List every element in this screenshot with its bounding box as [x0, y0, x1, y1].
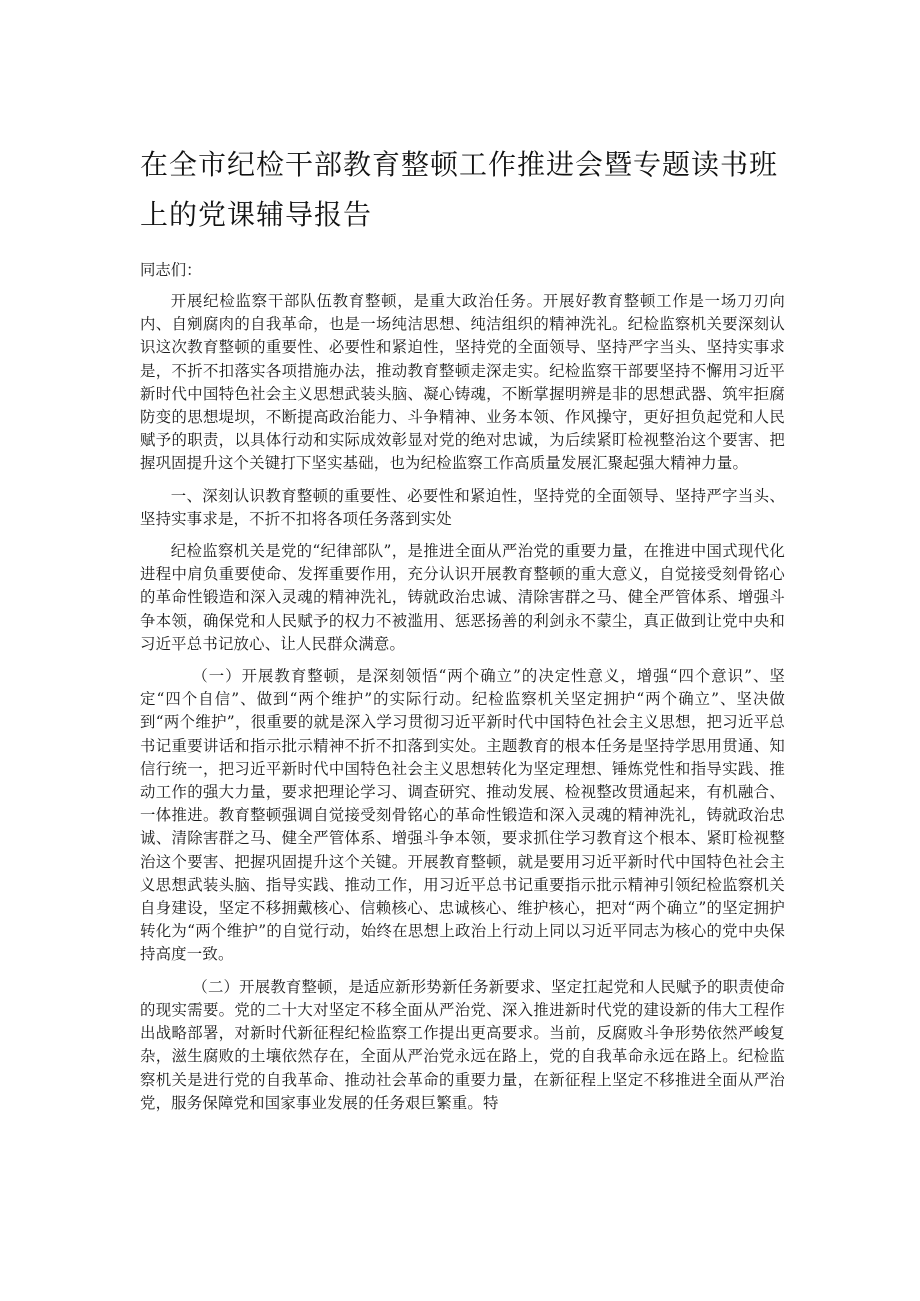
document-page	[140, 140, 785, 1124]
salutation: 同志们：	[140, 261, 202, 279]
subsection-one-paragraph: （一）开展教育整顿，是深刻领悟“两个确立”的决定性意义，增强“四个意识”、坚定“四个自信”、做到“两个维护”的实际行动。纪检监察机关坚定拥护“两个确立”、坚决做到“两个维护”，很重要的就是深入学习贯彻习近平新时代中国特色社会主义思想，把习近平总书记重要讲话和指示批示精神不折不扣落到实处。主题教育的根本任务是坚持学思用贯通、知信行统一，把习近平新时代中国特色社会主义思想转化为坚定理想、锤炼党性和指导实践、推动工作的强大力量，要求把理论学习、调查研究、推动发展、检视整改贯通起来，有机融合、一体推进。教育整顿强调自觉接受刻骨铭心的革命性锻造和深入灵魂的精神洗礼，铸就政治忠诚、清除害群之马、健全严管体系、增强斗争本领，要求抓住学习教育这个根本、紧盯检视整治这个要害、把握巩固提升这个关键。开展教育整顿，就是要用习近平新时代中国特色社会主义思想武装头脑、指导实践、推动工作，用习近平总书记重要指示批示精神引领纪检监察机关自身建设，坚定不移拥戴核心、信赖核心、忠诚核心、维护核心，把对“两个确立”的坚定拥护转化为“两个维护”的自觉行动，始终在思想上政治上行动上同以习近平同志为核心的党中央保持高度一致。	[140, 667, 785, 964]
title-line-1: 在全市纪检干部教育整顿工作推进会暨专题读书班	[140, 148, 779, 181]
section-one-body: 纪检监察机关是党的“纪律部队”，是推进全面从严治党的重要力量，在推进中国式现代化进程中肩负重要使命、发挥重要作用，充分认识开展教育整顿的重大意义，自觉接受刻骨铭心的革命性锻造和深入灵魂的精神洗礼，铸就政治忠诚、清除害群之马、健全严管体系、增强斗争本领，确保党和人民赋予的权力不被滥用、惩恶扬善的利剑永不蒙尘，真正做到让党中央和习近平总书记放心、让人民群众满意。	[140, 542, 785, 653]
section-one-heading: 一、深刻认识教育整顿的重要性、必要性和紧迫性，坚持党的全面领导、坚持严字当头、坚持实事求是，不折不扣将各项任务落到实处	[140, 486, 785, 528]
document-title	[140, 140, 785, 240]
intro-paragraph: 开展纪检监察干部队伍教育整顿，是重大政治任务。开展好教育整顿工作是一场刀刃向内、自剜腐肉的自我革命，也是一场纯洁思想、纯洁组织的精神洗礼。纪检监察机关要深刻认识这次教育整顿的重要性、必要性和紧迫性，坚持党的全面领导、坚持严字当头、坚持实事求是，不折不扣落实各项措施办法，推动教育整顿走深走实。纪检监察干部要坚持不懈用习近平新时代中国特色社会主义思想武装头脑、凝心铸魂，不断掌握明辨是非的思想武器、筑牢拒腐防变的思想堤坝，不断提高政治能力、斗争精神、业务本领、作风操守，更好担负起党和人民赋予的职责，以具体行动和实际成效彰显对党的绝对忠诚，为后续紧盯检视整治这个要害、把握巩固提升这个关键打下坚实基础，也为纪检监察工作高质量发展汇聚起强大精神力量。	[140, 292, 785, 473]
title-line-2: 上的党课辅导报告	[140, 198, 373, 231]
subsection-two-paragraph: （二）开展教育整顿，是适应新形势新任务新要求、坚定扛起党和人民赋予的职责使命的现实需要。党的二十大对坚定不移全面从严治党、深入推进新时代党的建设新的伟大工程作出战略部署，对新时代新征程纪检监察工作提出更高要求。当前，反腐败斗争形势依然严峻复杂，滋生腐败的土壤依然存在，全面从严治党永远在路上，党的自我革命永远在路上。纪检监察机关是进行党的自我革命、推动社会革命的重要力量，在新征程上坚定不移推进全面从严治党，服务保障党和国家事业发展的任务艰巨繁重。特	[140, 977, 785, 1112]
